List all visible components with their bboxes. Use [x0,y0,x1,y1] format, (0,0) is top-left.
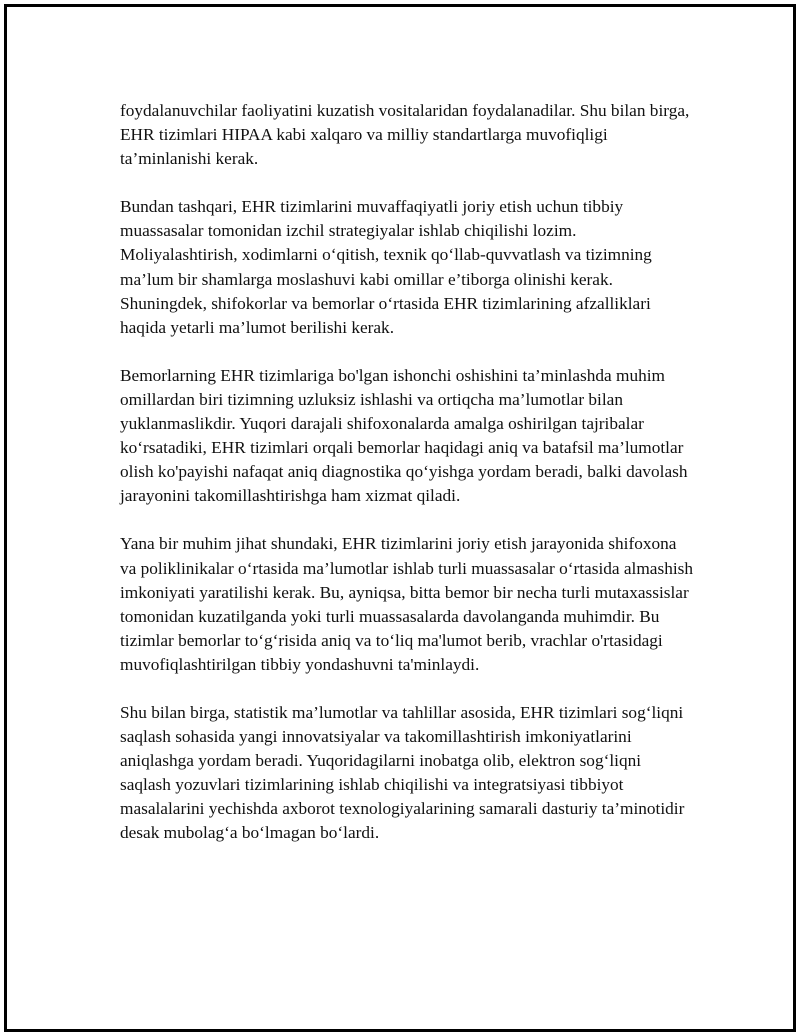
paragraph-3: Bemorlarning EHR tizimlariga bo'lgan ishonchi oshishini ta’minlashda muhim omillardan biri tizimning uzluksiz ishlashi va ortiqcha ma’lumotlar bilan yuklanmaslikdir. Yuqori darajali shifoxonalarda amalga oshirilgan tajribalar ko‘rsatadiki, EHR tizimlari orqali bemorlar haqidagi aniq va batafsil ma’lumotlar olish ko'payishi nafaqat aniq diagnostika qo‘yishga yordam beradi, balki davolash jarayonini takomillashtirishga ham xizmat qiladi. [120,365,688,506]
page-body [120,99,695,870]
page-frame [4,4,796,1032]
paragraph-5: Shu bilan birga, statistik ma’lumotlar va tahlillar asosida, EHR tizimlari sog‘liqni saqlash sohasida yangi innovatsiyalar va takomillashtirish imkoniyatlarini aniqlashga yordam beradi. Yuqoridagilarni inobatga olib, elektron sog‘liqni saqlash yozuvlari tizimlarining ishlab chiqilishi va integratsiyasi tibbiyot masalalarini yechishda axborot texnologiyalarining samarali dasturiy ta’minotidir desak mubolag‘a bo‘lmagan bo‘lardi. [120,702,685,843]
paragraph-1: foydalanuvchilar faoliyatini kuzatish vositalaridan foydalanadilar. Shu bilan birga, EHR tizimlari HIPAA kabi xalqaro va milliy standartlarga muvofiqligi ta’minlanishi kerak. [120,101,690,169]
paragraph-2: Bundan tashqari, EHR tizimlarini muvaffaqiyatli joriy etish uchun tibbiy muassasalar tomonidan izchil strategiyalar ishlab chiqilishi lozim. Moliyalashtirish, xodimlarni o‘qitish, texnik qo‘llab-quvvatlash va tizimning ma’lum bir shamlarga moslashuvi kabi omillar e’tiborga olinishi kerak. Shuningdek, shifokorlar va bemorlar o‘rtasida EHR tizimlarining afzalliklari haqida yetarli ma’lumot berilishi kerak. [120,197,652,337]
paragraph-4: Yana bir muhim jihat shundaki, EHR tizimlarini joriy etish jarayonida shifoxona va poliklinikalar o‘rtasida ma’lumotlar ishlab turli muassasalar o‘rtasida almashish imkoniyati yaratilishi kerak. Bu, ayniqsa, bitta bemor bir necha turli mutaxassislar tomonidan kuzatilganda yoki turli muassasalarda davolanganda muhimdir. Bu tizimlar bemorlar to‘g‘risida aniq va to‘liq ma'lumot berib, vrachlar o'rtasidagi muvofiqlashtirilgan tibbiy yondashuvni ta'minlaydi. [120,534,694,674]
